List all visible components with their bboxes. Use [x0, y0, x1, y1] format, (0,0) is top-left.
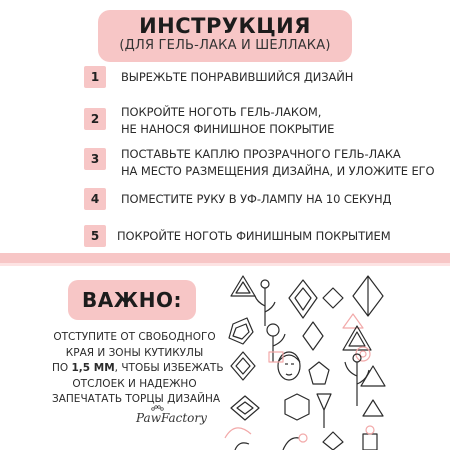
- woman-face-line-icon: [225, 428, 251, 450]
- step-number-badge: 2: [84, 108, 106, 130]
- geometric-diamond-icon: [303, 322, 323, 350]
- note-line: [52, 361, 224, 377]
- flower-line-icon: [267, 324, 285, 362]
- brand-name: PawFactory: [136, 411, 207, 425]
- note-line: КРАЯ И ЗОНЫ КУТИКУЛЫ: [65, 346, 204, 359]
- step-line: ПОСТАВЬТЕ КАПЛЮ ПРОЗРАЧНОГО ГЕЛЬ-ЛАКА: [121, 147, 401, 161]
- important-note: [52, 330, 224, 408]
- step-text: [121, 146, 441, 180]
- note-fragment: , ЧТОБЫ ИЗБЕЖАТЬ: [114, 362, 224, 374]
- geometric-diamond-icon: [353, 276, 383, 316]
- step-line: ПОКРОЙТЕ НОГОТЬ ФИНИШНЫМ ПОКРЫТИЕМ: [117, 229, 391, 243]
- step-text: [117, 228, 417, 245]
- geometric-triangle-icon: [363, 400, 383, 416]
- divider-band: [0, 253, 450, 263]
- geometric-diamond-icon: [323, 288, 343, 308]
- important-label: ВАЖНО:: [82, 288, 182, 312]
- page-subtitle: (ДЛЯ ГЕЛЬ-ЛАКА И ШЕЛЛАКА): [119, 38, 331, 53]
- note-line: ОТСТУПИТЕ ОТ СВОБОДНОГО: [53, 331, 216, 343]
- step-line: ПОКРОЙТЕ НОГОТЬ ГЕЛЬ-ЛАКОМ,: [121, 105, 322, 119]
- important-header: [68, 280, 196, 320]
- note-fragment: ПО: [52, 362, 72, 374]
- instruction-header: [98, 10, 352, 62]
- geometric-diamond-icon: [231, 396, 259, 420]
- geometric-hexagon-icon: [229, 318, 253, 344]
- flower-line-icon: [363, 426, 377, 450]
- sticker-designs: [213, 266, 450, 450]
- step-number-badge: 5: [84, 225, 106, 247]
- step-line: ПОМЕСТИТЕ РУКУ В УФ-ЛАМПУ НА 10 СЕКУНД: [121, 192, 392, 206]
- geometric-diamond-icon: [289, 280, 317, 318]
- step-line: НЕ НАНОСЯ ФИНИШНОЕ ПОКРЫТИЕ: [121, 122, 335, 136]
- step-text: [121, 191, 421, 208]
- geometric-diamond-icon: [323, 432, 343, 450]
- geometric-triangle-icon: [343, 314, 363, 328]
- brand-logo: [136, 405, 216, 433]
- geometric-hexagon-icon: [309, 362, 329, 384]
- step-number-badge: 1: [84, 66, 106, 88]
- step-line: ВЫРЕЖЬТЕ ПОНРАВИВШИЙСЯ ДИЗАЙН: [121, 70, 354, 84]
- step-number-badge: 3: [84, 148, 106, 170]
- geometric-triangle-icon: [361, 366, 385, 386]
- note-line: ЗАПЕЧАТАТЬ ТОРЦЫ ДИЗАЙНА: [52, 393, 221, 405]
- step-text: [121, 104, 421, 138]
- woman-face-line-icon: [269, 352, 300, 380]
- flower-line-icon: [283, 434, 307, 450]
- geometric-diamond-icon: [231, 352, 255, 380]
- geometric-triangle-icon: [343, 326, 371, 350]
- nail-sticker-sheet-icon: [213, 266, 450, 450]
- note-line: ОТСЛОЕК И НАДЕЖНО: [72, 377, 197, 390]
- geometric-triangle-icon: [317, 394, 331, 428]
- page-title: ИНСТРУКЦИЯ: [139, 14, 311, 38]
- geometric-triangle-icon: [231, 276, 255, 296]
- step-number-badge: 4: [84, 188, 106, 210]
- note-bold-measure: 1,5 ММ: [71, 362, 115, 374]
- flower-line-icon: [345, 354, 369, 406]
- step-text: [121, 69, 421, 86]
- flower-line-icon: [255, 280, 275, 326]
- step-line: НА МЕСТО РАЗМЕЩЕНИЯ ДИЗАЙНА, И УЛОЖИТЕ ЕГО: [121, 164, 435, 178]
- geometric-hexagon-icon: [285, 394, 309, 420]
